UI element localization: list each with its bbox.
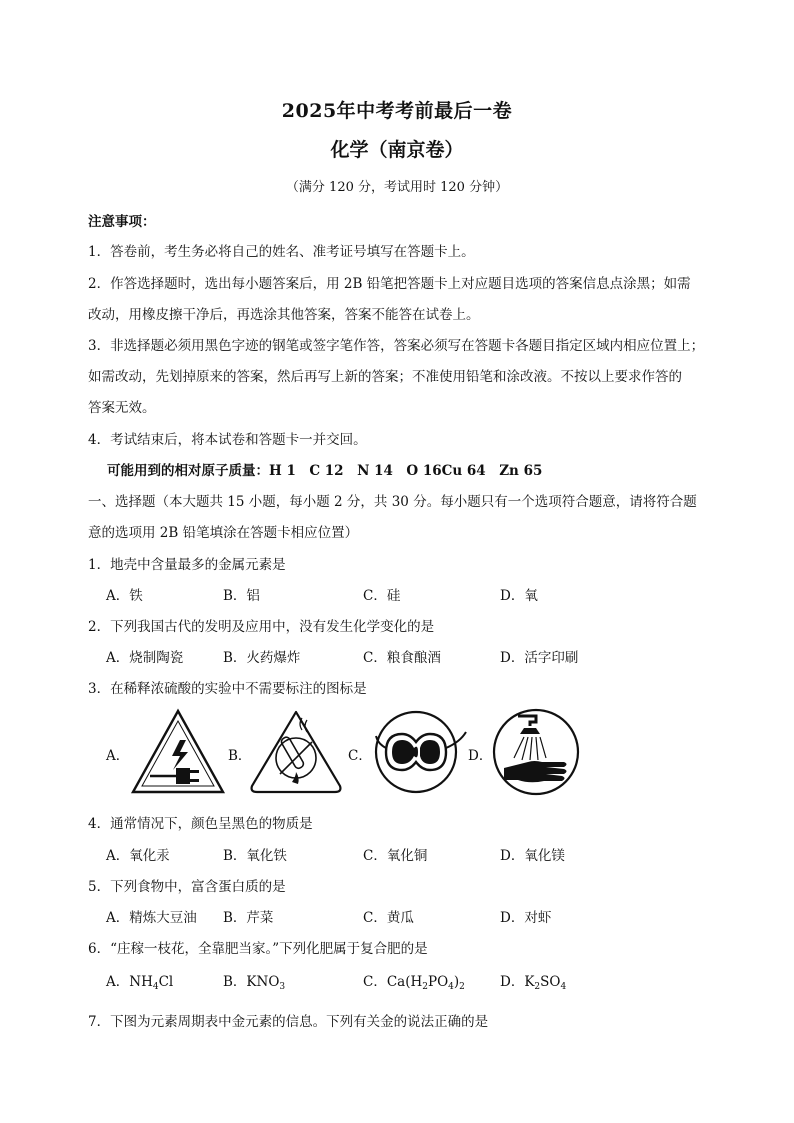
exam-note: （满分 120 分，考试用时 120 分钟） — [285, 180, 509, 195]
notice-line-4: 4．考试结束后，将本试卷和答题卡一并交回。 — [88, 432, 367, 448]
option-d-label: D． — [468, 748, 493, 764]
notice-line-3a: 3．非选择题必须用黑色字迹的钢笔或签字笔作答，答案必须写在答题卡各题目指定区域内相应位置上； — [88, 338, 705, 354]
hand-washing-icon — [490, 706, 582, 798]
option-d: D．氧化镁 — [500, 848, 565, 864]
safety-goggles-icon — [368, 706, 472, 798]
notice-line-2a: 2．作答选择题时，选出每小题答案后，用 2B 铅笔把答题卡上对应题目选项的答案信息点涂黑；如需 — [88, 276, 691, 292]
option-b: B．$KNO_3$ — [223, 974, 286, 992]
option-c: C．黄瓜 — [363, 910, 414, 926]
question-3-icon-options — [106, 706, 586, 802]
option-d: D．活字印刷 — [500, 650, 579, 666]
option-c: C．粮食酿酒 — [363, 650, 441, 666]
question-5-stem: 5．下列食物中，富含蛋白质的是 — [88, 879, 286, 895]
notice-line-3b: 如需改动，先划掉原来的答案，然后再写上新的答案；不准使用铅笔和涂改液。不按以上要求作答的 — [88, 369, 682, 385]
option-c: C．氧化铜 — [363, 848, 428, 864]
electric-shock-warning-icon — [128, 706, 228, 798]
section-1-heading-cont: 意的选项用 2B 铅笔填涂在答题卡相应位置） — [88, 525, 359, 541]
option-d: D．氧 — [500, 588, 538, 604]
option-c-label: C． — [348, 748, 372, 764]
option-a: A．铁 — [106, 588, 143, 604]
option-b: B．火药爆炸 — [223, 650, 301, 666]
notice-line-1: 1．答卷前，考生务必将自己的姓名、准考证号填写在答题卡上。 — [88, 244, 475, 260]
exam-subtitle: 化学（南京卷） — [330, 139, 464, 161]
option-c: C．硅 — [363, 588, 401, 604]
notice-heading: 注意事项： — [88, 214, 156, 230]
option-a: A．精炼大豆油 — [106, 910, 197, 926]
section-1-heading: 一、选择题（本大题共 15 小题，每小题 2 分，共 30 分。每小题只有一个选项符合题意，请将符合题 — [88, 494, 697, 510]
option-b: B．铝 — [223, 588, 260, 604]
question-1-stem: 1．地壳中含量最多的金属元素是 — [88, 557, 286, 573]
option-b: B．芹菜 — [223, 910, 274, 926]
option-c: C．$Ca(H_2PO_4)_2$ — [363, 974, 465, 992]
option-a-label: A． — [106, 748, 130, 764]
option-a: A．氧化汞 — [106, 848, 170, 864]
notice-line-3c: 答案无效。 — [88, 400, 156, 416]
option-d: D．对虾 — [500, 910, 552, 926]
exam-title: 2025年中考考前最后一卷 — [281, 100, 513, 122]
option-d: D．$K_2SO_4$ — [500, 974, 567, 992]
option-a: A．烧制陶瓷 — [106, 650, 184, 666]
option-b-label: B． — [228, 748, 252, 764]
option-a: A．$NH_4Cl$ — [106, 974, 174, 992]
option-b: B．氧化铁 — [223, 848, 287, 864]
notice-line-2b: 改动，用橡皮擦干净后，再选涂其他答案，答案不能答在试卷上。 — [88, 307, 480, 323]
question-7-stem: 7．下图为元素周期表中金元素的信息。下列有关金的说法正确的是 — [88, 1014, 489, 1030]
heating-test-tube-icon — [246, 706, 346, 798]
question-3-stem: 3．在稀释浓硫酸的实验中不需要标注的图标是 — [88, 681, 367, 697]
question-4-stem: 4．通常情况下，颜色呈黑色的物质是 — [88, 816, 313, 832]
question-2-stem: 2．下列我国古代的发明及应用中，没有发生化学变化的是 — [88, 619, 435, 635]
question-6-stem: 6．“庄稼一枝花，全靠肥当家。”下列化肥属于复合肥的是 — [88, 941, 428, 957]
atomic-mass-line: 可能用到的相对原子质量：H 1 C 12 N 14 O 16Cu 64 Zn 65 — [107, 463, 543, 479]
